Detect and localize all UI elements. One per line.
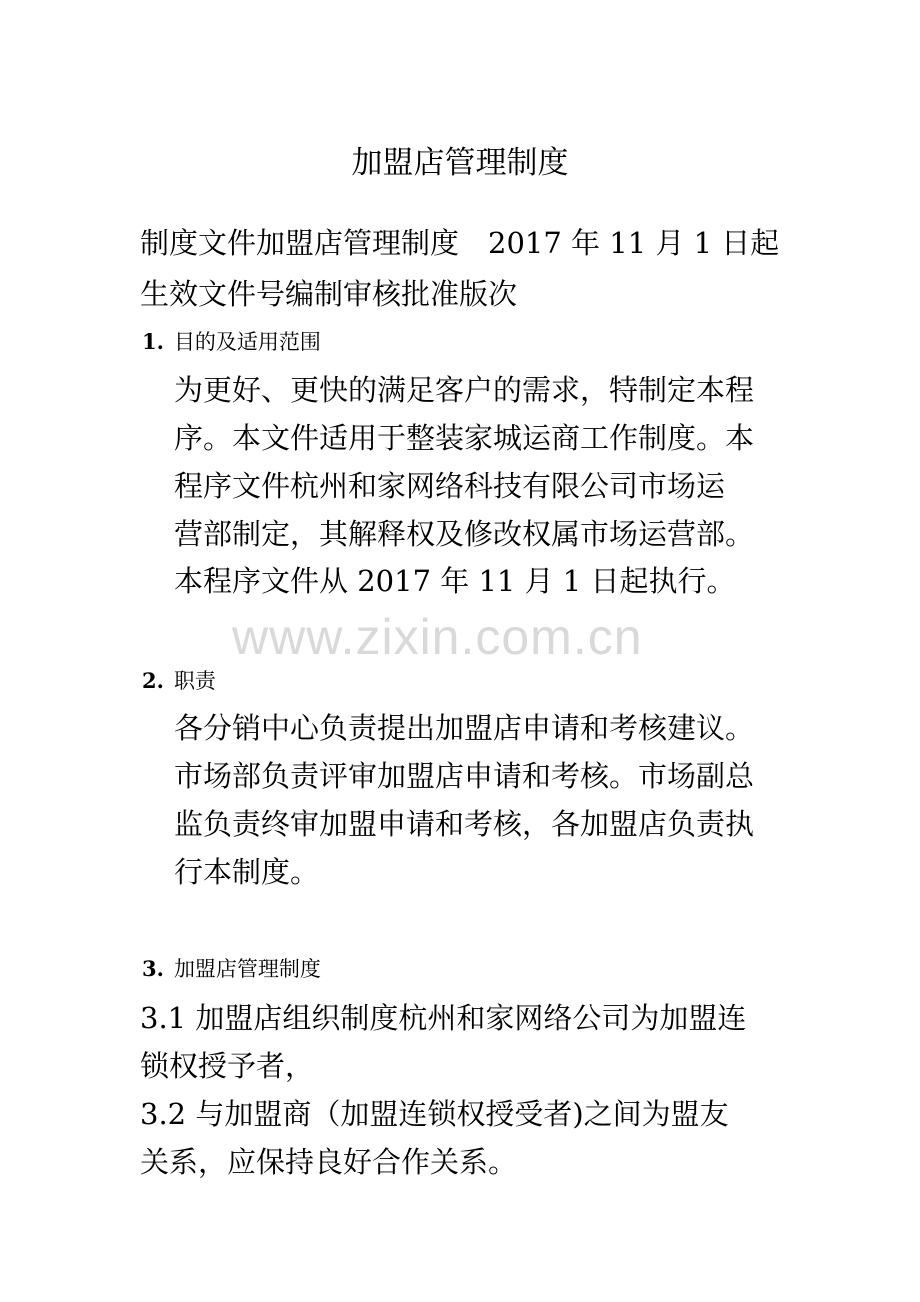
section-heading (142, 331, 321, 353)
paragraph-line: 各分销中心负责提出加盟店申请和考核建议。 (174, 711, 755, 745)
paragraph-line: 本程序文件从 2017 年 11 月 1 日起执行。 (174, 564, 736, 598)
section-title: 加盟店管理制度 (173, 957, 321, 981)
section-title: 目的及适用范围 (173, 330, 321, 354)
section-number: 1. (142, 329, 164, 354)
paragraph-line: 锁权授予者， (140, 1049, 315, 1083)
paragraph-line: 监负责终审加盟申请和考核，各加盟店负责执 (174, 807, 755, 841)
section-title: 职责 (173, 669, 216, 693)
paragraph-line: 为更好、更快的满足客户的需求，特制定本程 (174, 373, 755, 407)
paragraph-line: 行本制度。 (174, 855, 320, 889)
paragraph-line: 程序文件杭州和家网络科技有限公司市场运 (174, 469, 726, 503)
paragraph-line: 3.1 加盟店组织制度杭州和家网络公司为加盟连 (140, 1001, 747, 1035)
paragraph-line: 3.2 与加盟商（加盟连锁权授受者)之间为盟友 (140, 1097, 729, 1131)
paragraph-line: 序。本文件适用于整装家城运商工作制度。本 (174, 421, 755, 455)
paragraph-line: 关系，应保持良好合作关系。 (140, 1145, 518, 1179)
section-heading (142, 958, 321, 980)
section-heading (142, 670, 216, 692)
watermark: www.zixin.com.cn (232, 609, 643, 665)
intro-line: 生效文件号编制审核批准版次 (140, 277, 518, 311)
intro-line: 制度文件加盟店管理制度 2017 年 11 月 1 日起 (140, 226, 780, 260)
document-title: 加盟店管理制度 (351, 145, 569, 181)
paragraph-line: 市场部负责评审加盟店申请和考核。市场副总 (174, 759, 755, 793)
paragraph-line: 营部制定，其解释权及修改权属市场运营部。 (174, 517, 755, 551)
section-number: 3. (142, 956, 164, 981)
section-number: 2. (142, 668, 164, 693)
